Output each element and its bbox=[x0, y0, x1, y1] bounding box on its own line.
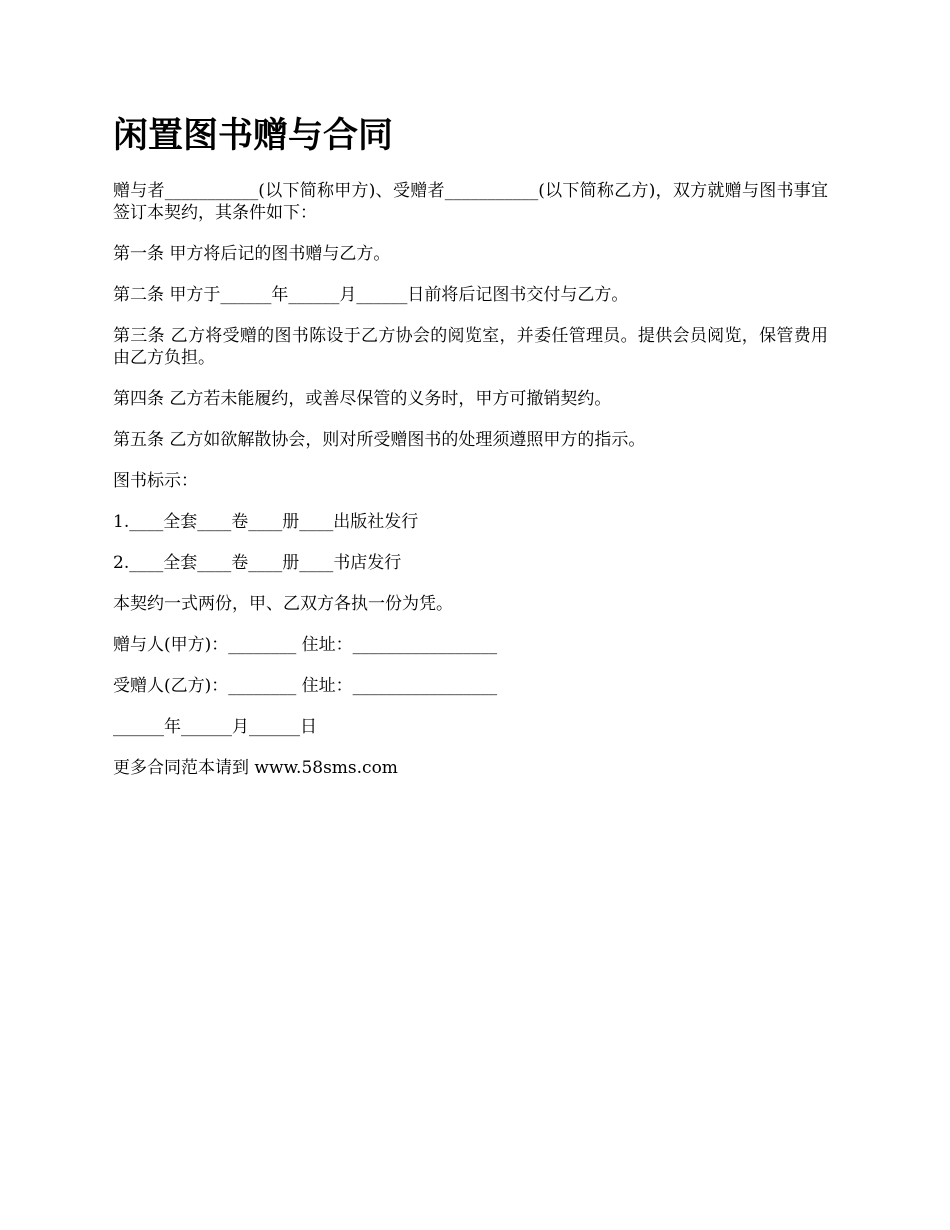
article-1: 第一条 甲方将后记的图书赠与乙方。 bbox=[113, 244, 391, 264]
contract-document bbox=[113, 112, 828, 798]
article-3: 第三条 乙方将受赠的图书陈设于乙方协会的阅览室，并委任管理员。提供会员阅览，保管费用由乙方负担。 bbox=[113, 326, 828, 368]
book-line-1: 1.____全套____卷____册____出版社发行 bbox=[113, 512, 419, 532]
footer-link-text: 更多合同范本请到 www.58sms.com bbox=[113, 758, 398, 778]
donee-signature-line: 受赠人(乙方)：________ 住址：_________________ bbox=[113, 676, 498, 696]
article-4: 第四条 乙方若未能履约，或善尽保管的义务时，甲方可撤销契约。 bbox=[113, 389, 612, 409]
donor-signature-line: 赠与人(甲方)：________ 住址：_________________ bbox=[113, 635, 498, 655]
document-title: 闲置图书赠与合同 bbox=[113, 116, 394, 156]
intro-paragraph: 赠与者___________(以下简称甲方)、受赠者___________(以下简称乙方)，双方就赠与图书事宜签订本契约，其条件如下： bbox=[113, 181, 828, 223]
books-heading: 图书标示： bbox=[113, 471, 198, 491]
article-2: 第二条 甲方于______年______月______日前将后记图书交付与乙方。 bbox=[113, 285, 629, 305]
date-line: ______年______月______日 bbox=[113, 717, 317, 737]
book-line-2: 2.____全套____卷____册____书店发行 bbox=[113, 553, 402, 573]
article-5: 第五条 乙方如欲解散协会，则对所受赠图书的处理须遵照甲方的指示。 bbox=[113, 430, 646, 450]
copies-note: 本契约一式两份，甲、乙双方各执一份为凭。 bbox=[113, 594, 453, 614]
